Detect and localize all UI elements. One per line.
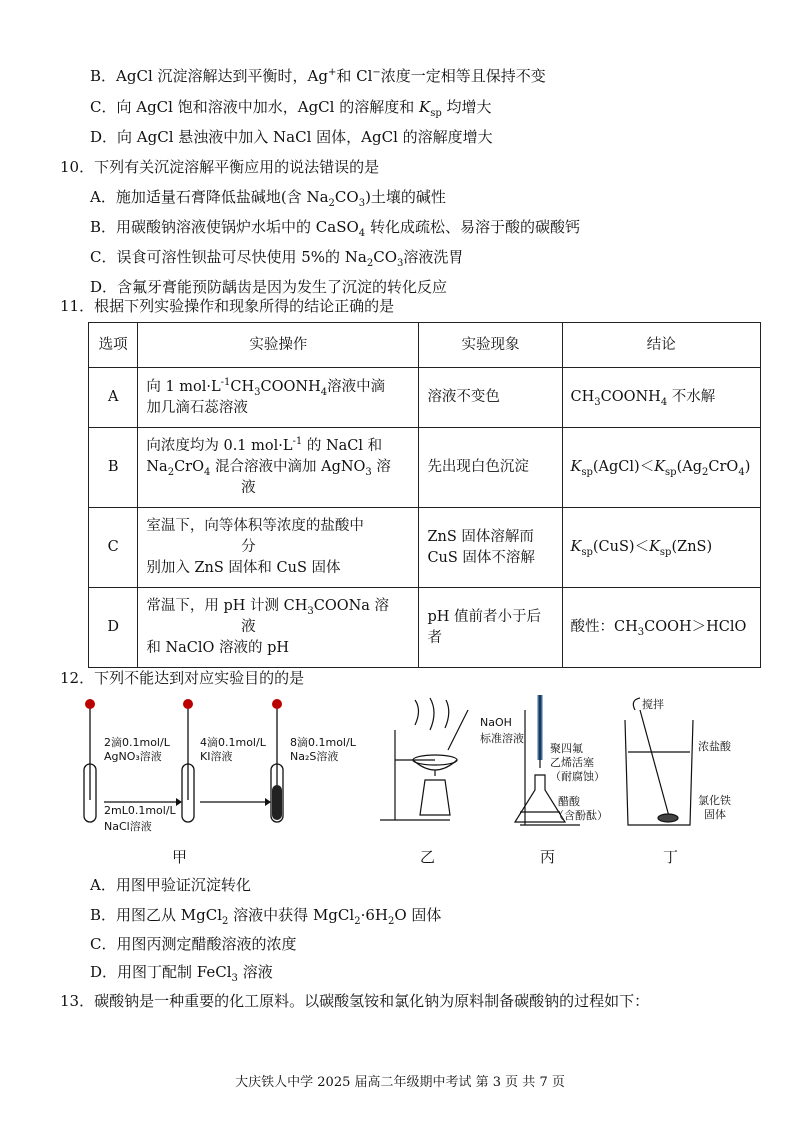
row-d-conclusion: 酸性：$CH_3COOH>HClO$ (562, 588, 761, 668)
q10-option-d: D．含氟牙膏能预防龋齿是因为发生了沉淀的转化反应 (90, 278, 448, 296)
label-ptfe: 聚四氟 (550, 742, 583, 755)
figure-label-bing: 丙 (540, 848, 556, 866)
label-stopcock: 乙烯活塞 (550, 756, 594, 769)
row-b-option: B (89, 428, 138, 508)
row-c-option: C (89, 508, 138, 588)
row-b-operation: 向浓度均为 0.1 $mol\cdot L^{-1}$ 的 NaCl 和 $Na_2CrO_4$ 混合溶液中滴加 AgNO$_3$ 溶 液 (138, 428, 419, 508)
row-c-phenomenon: ZnS 固体溶解而 CuS 固体不溶解 (419, 508, 562, 588)
q13-stem: 13．碳酸钠是一种重要的化工原料。以碳酸氢铵和氯化钠为原料制备碳酸钠的过程如下： (60, 992, 650, 1010)
q12-option-b: B．用图乙从 MgCl$_2$ 溶液中获得 $MgCl_2\cdot 6H_2O$ 固体 (90, 906, 442, 927)
q12-option-c: C．用图丙测定醋酸溶液的浓度 (90, 935, 297, 953)
evaporation-setup (380, 698, 468, 820)
figure-label-ding: 丁 (663, 848, 679, 866)
label-na2s-drops: 8滴0.1mol/L (290, 736, 356, 749)
label-standard-solution: 标准溶液 (480, 732, 524, 745)
row-a-operation: 向 1 $mol\cdot L^{-1}CH_3COONH_4$溶液中滴 加几滴石蕊溶液 (138, 368, 419, 428)
q9-option-d: D．向 AgCl 悬浊液中加入 NaCl 固体，AgCl 的溶解度增大 (90, 128, 493, 146)
row-d-operation: 常温下，用 pH 计测 $CH_3COONa$ 溶 液 和 NaClO 溶液的 pH (138, 588, 419, 668)
q12-stem: 12．下列不能达到对应实验目的的是 (60, 669, 305, 687)
row-a-option: A (89, 368, 138, 428)
q9-option-b: B．AgCl 沉淀溶解达到平衡时，Ag+和 Cl−浓度一定相等且保持不变 (90, 67, 546, 85)
page-footer: 大庆铁人中学 2025 届高二年级期中考试 第 3 页 共 7 页 (235, 1075, 565, 1090)
label-agno3: AgNO₃溶液 (104, 750, 162, 763)
header-operation: 实验操作 (138, 323, 419, 368)
figure-label-yi: 乙 (420, 848, 436, 866)
row-c-operation: 室温下，向等体积等浓度的盐酸中 分 别加入 ZnS 固体和 CuS 固体 (138, 508, 419, 588)
header-option: 选项 (89, 323, 138, 368)
table-row (89, 368, 761, 428)
figure-label-jia: 甲 (172, 848, 188, 866)
beaker-setup (625, 698, 693, 825)
q9-option-c: C．向 AgCl 饱和溶液中加水，AgCl 的溶解度和 $K_{sp}$ 均增大 (90, 98, 492, 119)
row-d-option: D (89, 588, 138, 668)
label-agno3-drops: 2滴0.1mol/L (104, 736, 170, 749)
label-na2s: Na₂S溶液 (290, 750, 339, 763)
black-precipitate (272, 785, 282, 820)
label-nacl-volume: 2mL0.1mol/L (104, 804, 176, 817)
apparatus-drawing (70, 690, 770, 870)
label-solid: 固体 (704, 808, 726, 821)
q10-option-c: C．误食可溶性钡盐可尽快使用 5%的 $Na_2CO_3$溶液洗胃 (90, 248, 464, 269)
label-phenolphthalein: （含酚酞） (553, 809, 608, 822)
label-ki-drops: 4滴0.1mol/L (200, 736, 266, 749)
header-phenomenon: 实验现象 (419, 323, 562, 368)
label-stir: 搅拌 (642, 698, 664, 711)
q10-stem: 10．下列有关沉淀溶解平衡应用的说法错误的是 (60, 158, 380, 176)
dropper-bulb-1 (85, 699, 95, 709)
q12-option-d: D．用图丁配制 FeCl$_3$ 溶液 (90, 963, 273, 984)
label-ferric-chloride: 氯化铁 (698, 794, 731, 807)
dropper-bulb-2 (183, 699, 193, 709)
table-row (89, 428, 761, 508)
experiment-table (88, 322, 761, 668)
row-a-phenomenon: 溶液不变色 (419, 368, 562, 428)
label-naoh: NaOH (480, 716, 512, 729)
row-c-conclusion: $K_{sp}(CuS)<K_{sp}(ZnS)$ (562, 508, 761, 588)
q10-option-a: A．施加适量石膏降低盐碱地(含 $Na_2CO_3$)土壤的碱性 (90, 188, 446, 209)
label-acetic-acid: 醋酸 (558, 795, 580, 808)
row-a-conclusion: $CH_3COONH_4$ 不水解 (562, 368, 761, 428)
table-header-row (89, 323, 761, 368)
q12-option-a: A．用图甲验证沉淀转化 (90, 876, 251, 894)
row-b-conclusion: $K_{sp}(AgCl)<K_{sp}(Ag_2CrO_4)$ (562, 428, 761, 508)
label-nacl: NaCl溶液 (104, 820, 152, 833)
row-d-phenomenon: pH 值前者小于后者 (419, 588, 562, 668)
dropper-bulb-3 (272, 699, 282, 709)
label-corrosion-resistant: （耐腐蚀） (550, 770, 605, 783)
header-conclusion: 结论 (562, 323, 761, 368)
apparatus-figure (70, 690, 770, 870)
q10-option-b: B．用碳酸钠溶液使锅炉水垢中的 CaSO$_4$ 转化成疏松、易溶于酸的碳酸钙 (90, 218, 580, 239)
label-ki: KI溶液 (200, 750, 233, 763)
label-conc-hcl: 浓盐酸 (698, 740, 731, 753)
row-b-phenomenon: 先出现白色沉淀 (419, 428, 562, 508)
table-row (89, 588, 761, 668)
table-row (89, 508, 761, 588)
q11-stem: 11．根据下列实验操作和现象所得的结论正确的是 (60, 297, 395, 315)
